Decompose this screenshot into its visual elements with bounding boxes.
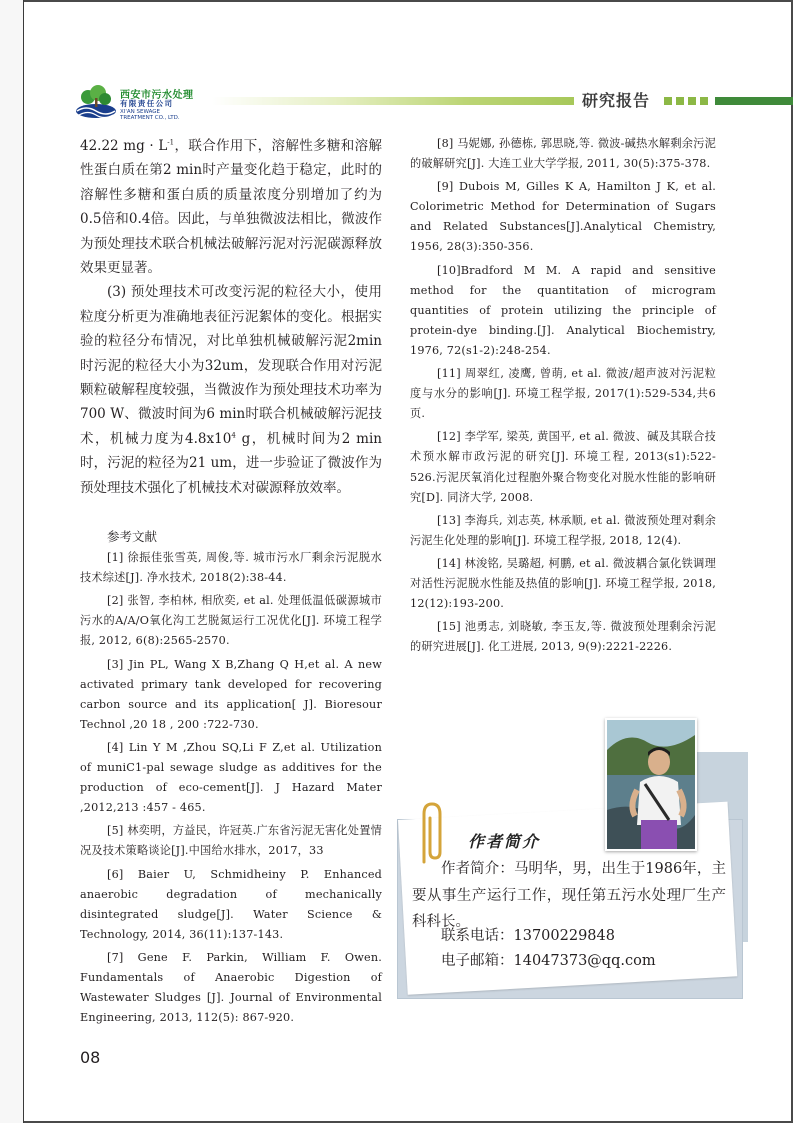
reference-item: [12] 李学军, 梁英, 黄国平, et al. 微波、碱及其联合技术预水解市政污泥的研究[J]. 环境工程, 2013(s1):522-526.污泥厌氧消化过程胞外聚合物变化对脱水性能的影响研究[D]. 同济大学, 2008. [410, 430, 716, 504]
body-paragraph-1-start: 42.22 mg · L [80, 138, 168, 154]
right-frame-line [791, 0, 793, 1123]
header-gradient-bar [212, 97, 574, 105]
section-title: 研究报告 [582, 91, 651, 110]
logo-company-suffix: 有限责任公司 [120, 99, 174, 108]
unit-exponent: -1 [167, 138, 175, 147]
author-portrait-image [607, 720, 695, 849]
references-heading: 参考文献 [107, 529, 158, 545]
company-logo-icon [74, 84, 118, 120]
reference-item: [9] Dubois M, Gilles K A, Hamilton J K, et al. Colorimetric Method for Determination of Sugars and Related Substances[J].Analytical Chemistry, 1956, 28(3):350-356. [410, 180, 716, 254]
reference-item: [8] 马妮娜, 孙德栋, 郭思晓,等. 微波-碱热水解剩余污泥的破解研究[J]. 大连工业大学学报, 2011, 30(5):375-378. [410, 137, 716, 171]
body-paragraph-1 [80, 134, 382, 280]
body-paragraph-2 [80, 280, 382, 500]
author-bio: 作者简介：马明华，男，出生于1986年，主要从事生产运行工作，现任第五污水处理厂生产科科长。 [412, 861, 726, 930]
logo-english-line1: XI'AN SEWAGE [120, 109, 161, 115]
author-card-title: 作者简介 [468, 832, 541, 851]
reference-item: [7] Gene F. Parkin, William F. Owen. Fundamentals of Anaerobic Digestion of Wastewater Sludges [J]. Journal of Environmental Engineering, 2013, 112(5): 867-920. [80, 950, 382, 1025]
header-accent-bar [715, 97, 793, 105]
reference-item: [6] Baier U, Schmidheiny P. Enhanced anaerobic degradation of mechanically disintegrated sludge[J]. Water Science & Technology, 2014, 36(11):137-143. [80, 867, 382, 941]
author-email: 电子邮箱：14047373@qq.com [441, 953, 656, 969]
reference-item: [1] 徐振佳张雪英, 周俊,等. 城市污水厂剩余污泥脱水技术综述[J]. 净水技术, 2018(2):38-44. [80, 551, 382, 585]
header-square [676, 97, 684, 105]
author-photo [605, 718, 697, 851]
reference-item: [15] 池勇志, 刘晓敏, 李玉友,等. 微波预处理剩余污泥的研究进展[J]. 化工进展, 2013, 9(9):2221-2226. [410, 620, 716, 654]
body-paragraph-1-rest: ，联合作用下，溶解性多糖和溶解性蛋白质在第2 min时产量变化趋于稳定，此时的溶解性多糖和蛋白质的质量浓度分别增加了约为0.5倍和0.4倍。因此，与单独微波法相比，微波作为预处理技术联合机械法破解污泥对污泥碳源释放效果更显著。 [80, 138, 382, 277]
reference-item: [13] 李海兵, 刘志英, 林承顺, et al. 微波预处理对剩余污泥生化处理的影响[J]. 环境工程学报, 2018, 12(4). [410, 513, 716, 547]
body-paragraph-2-rest: g，机械时间为2 min时，污泥的粒径为21 um，进一步验证了微波作为预处理技术强化了机械技术对碳源释放效率。 [80, 430, 382, 496]
header-square [664, 97, 672, 105]
force-exponent: 4 [231, 431, 236, 440]
logo-english-line2: TREATMENT CO., LTD. [120, 115, 180, 121]
author-phone: 联系电话：13700229848 [441, 928, 615, 944]
page-number: 08 [80, 1048, 101, 1067]
body-paragraph-2-start: (3) 预处理技术可改变污泥的粒径大小，使用粒度分析更为准确地表征污泥絮体的变化。根据实验的粒径分布情况，对比单独机械破解污泥2min时污泥的粒径大小为32um，发现联合作用对污泥颗粒破解程度较强，当微波作为预处理技术功率为700 W、微波时间为6 min时联合机械破解污泥技术，机械力度为4.8x10 [80, 284, 382, 447]
reference-item: [5] 林奕明，方益民，许冠英.广东省污泥无害化处置情况及技术策略谈论[J].中国给水排水，2017，33 [80, 824, 382, 858]
right-column [410, 134, 716, 657]
header-square [688, 97, 696, 105]
bottom-frame-line [24, 1121, 793, 1123]
reference-item: [14] 林浚铭, 吴璐超, 柯鹏, et al. 微波耦合氯化铁调理对活性污泥脱水性能及热值的影响[J]. 环境工程学报, 2018, 12(12):193-200. [410, 556, 716, 611]
header-square [700, 97, 708, 105]
reference-item: [11] 周翠红, 凌鹰, 曾萌, et al. 微波/超声波对污泥粒度与水分的影响[J]. 环境工程学报, 2017(1):529-534,共6页. [410, 367, 716, 421]
page-edge-tab [0, 0, 24, 1123]
top-frame-line [24, 0, 793, 2]
logo-company-name: 西安市污水处理 [120, 90, 194, 101]
reference-item: [10]Bradford M M. A rapid and sensitive method for the quantitation of microgram quantities of protein utilizing the principle of protein-dye binding.[J]. Analytical Biochemistry, 1976, 72(s1-2):248-254. [410, 263, 716, 357]
reference-item: [2] 张智, 李柏林, 相欣奕, et al. 处理低温低碳源城市污水的A/A/O氧化沟工艺脱氮运行工况优化[J]. 环境工程学报, 2012, 6(8):2565-2570. [80, 594, 382, 648]
reference-item: [3] Jin PL, Wang X B,Zhang Q H,et al. A new activated primary tank developed for recovering carbon source and its application[ J]. Bioresour Technol ,20 18 , 200 :722-730. [80, 657, 382, 731]
reference-item: [4] Lin Y M ,Zhou SQ,Li F Z,et al. Utilization of muniC1-pal sewage sludge as additives for the production of eco-cement[J]. J Hazard Mater ,2012,213 :457 - 465. [80, 740, 382, 815]
left-column [80, 134, 382, 1028]
